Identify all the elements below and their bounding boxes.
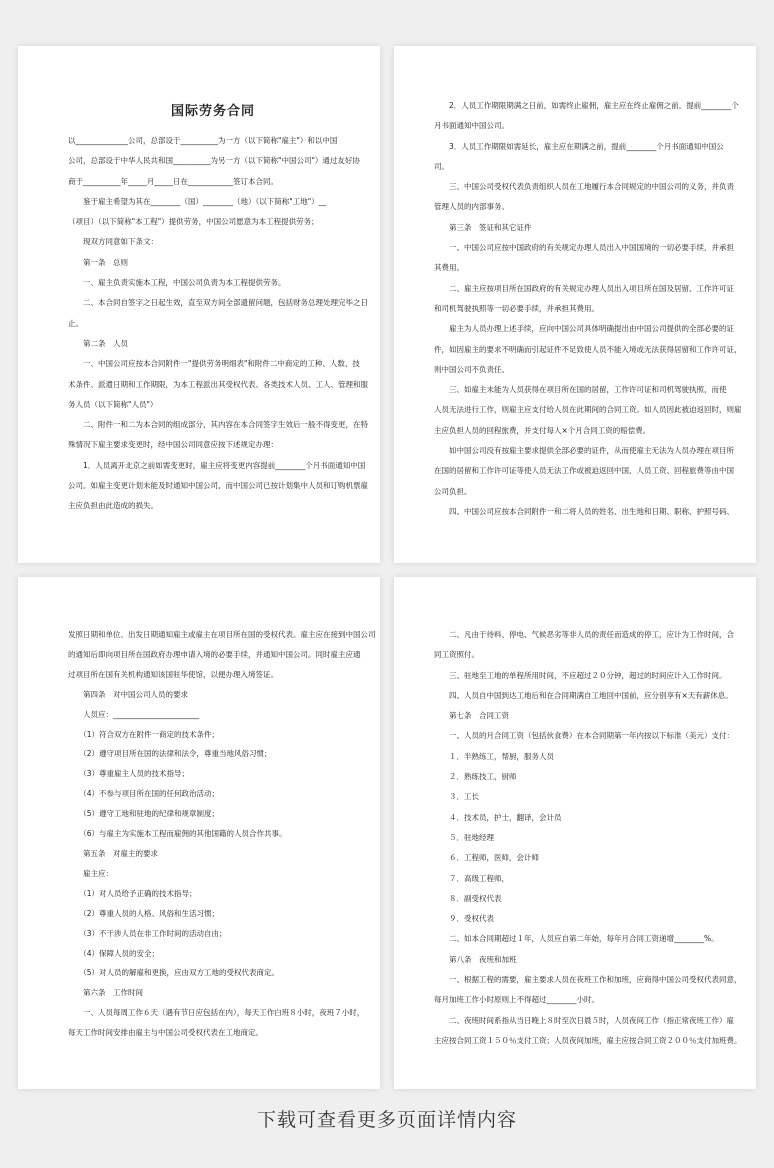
text-line: （3）不干涉人员在非工作时间的活动自由；	[68, 928, 227, 938]
text-line: 管理人员的内部事务。	[434, 202, 509, 212]
text-line: 件，如因雇主的要求不明确而引起证件不足致使人员不能入境或无法获得居留和工作许可证，	[434, 344, 742, 354]
text-line: 鉴于雇主希望为其在________（国）________（地）（以下简称"工地"）__	[68, 196, 327, 206]
text-line: １．半熟练工，帮厨，服务人员	[434, 751, 554, 761]
text-line: 雇主为人员办理上述手续，应向中国公司具体明确提出由中国公司提供的全部必要的证	[434, 324, 734, 334]
text-line: ５．驻地经理	[434, 832, 494, 842]
text-line: 以______________公司，总部设于__________为一方（以下简称"雇主"）和以中国	[68, 136, 338, 145]
text-line: 每月加班工作小时原则上不得超过________小时。	[434, 995, 599, 1005]
text-line: 其费用。	[434, 263, 464, 273]
contract-page-1	[18, 46, 380, 563]
text-line: 第七条 合同工资	[434, 711, 509, 721]
text-line: 二、夜班时间系指从当日晚上８时至次日晨５时，人员夜间工作（指正常夜班工作）雇	[434, 1015, 734, 1025]
text-line: 二、本合同自签字之日起生效，直至双方间全部遗留问题，包括财务总理处理完毕之日	[68, 298, 368, 308]
contract-page-4	[394, 577, 756, 1089]
text-line: 商于__________年_____月_____日在____________签订本合同。	[68, 176, 278, 186]
text-line: （1）对人员给予正确的技术指导；	[68, 888, 197, 898]
text-line: 四、中国公司应按本合同附件一和二将人员的姓名、出生地和日期、职称、护照号码、	[434, 506, 734, 516]
text-line: 务人员（以下简称"人员"）	[68, 399, 158, 409]
text-line: 第四条 对中国公司人员的要求	[68, 689, 188, 699]
text-line: 一、根据工程的需要，雇主要求人员在夜班工作和加班，应商得中国公司受权代表同意，	[434, 975, 742, 985]
text-line: 每天工作时间安排由雇主与中国公司受权代表在工地商定。	[68, 1028, 263, 1038]
text-line: 则中国公司不负责任。	[434, 364, 509, 374]
contract-page-3	[18, 577, 380, 1089]
text-line: 人员无法进行工作，则雇主应支付给人员在此期间的合同工资。如人员因此被迫返回时，则雇	[434, 405, 742, 415]
text-line: （6）与雇主为实施本工程而雇佣的其他国籍的人员合作共事。	[68, 829, 287, 839]
text-line: 术条件、派遣日期和工作期限，为本工程派出其受权代表、各类技术人员、工人、管理和服	[68, 379, 368, 389]
text-line: 现双方同意如下条文：	[68, 237, 158, 247]
text-line: 一、雇主负责实施本工程，中国公司负责为本工程提供劳务。	[68, 278, 286, 288]
text-line: 1．人员离开北京之前如需变更时，雇主应将变更内容提前________个月书面通知中国	[68, 460, 366, 470]
text-line: ８．副受权代表	[434, 893, 502, 903]
text-line: （4）保障人员的安全；	[68, 948, 160, 958]
text-line: （5）遵守工地和驻地的纪律和规章制度；	[68, 809, 220, 819]
text-line: 公司，总部设于中华人民共和国__________为另一方（以下简称"中国公司"）通过友好协	[68, 156, 360, 166]
text-line: ９．受权代表	[434, 914, 494, 924]
text-line: 第六条 工作时间	[68, 988, 143, 998]
text-line: 的通知后即向项目所在国政府办理申请入境的必要手续，并通知中国公司。同时雇主应通	[68, 649, 361, 659]
text-line: 雇主应：	[68, 868, 113, 878]
text-line: 二、雇主应按项目所在国政府的有关规定办理人员出入项目所在国及居留、工作许可证	[434, 283, 734, 293]
text-line: 月书面通知中国公司。	[434, 121, 509, 131]
text-line: 第三条 签证和其它证件	[434, 222, 532, 232]
text-line: 3．人员工作期限如需延长，雇主应在期满之前，提前________个月书面通知中国公	[434, 141, 724, 151]
download-more-prompt[interactable]: 下载可查看更多页面详情内容	[256, 1109, 517, 1131]
text-line: 第五条 对雇主的要求	[68, 848, 158, 858]
text-line: 三、如雇主未能为人员获得在项目所在国的居留，工作许可证和司机驾驶执照，而使	[434, 385, 727, 395]
text-line: ７．高级工程师，	[434, 873, 509, 883]
text-line: 二、如本合同期超过１年，人员应自第二年始，每年月合同工资递增________%。	[434, 934, 719, 944]
text-line: 主应负担由此造成的损失。	[68, 501, 158, 511]
text-line: ２．熟练技工，厨师	[434, 772, 517, 782]
text-line: 人员应：_______________________	[68, 709, 200, 719]
text-line: ４．技术员，护士，翻译，会计员	[434, 812, 562, 822]
text-line: 一、中国公司应按中国政府的有关规定办理人员出入中国国境的一切必要手续，并承担	[434, 243, 734, 253]
text-line: ６．工程师，医师，会计师	[434, 853, 539, 863]
text-line: 二、附件一和二为本合同的组成部分，其内容在本合同签字生效后一般不得变更，在特	[68, 420, 368, 430]
text-line: 如中国公司没有按雇主要求提供全部必要的证件，从而使雇主无法为人员办理在项目所	[434, 446, 734, 456]
text-line: （项目）（以下简称"本工程"）提供劳务，中国公司愿意为本工程提供劳务；	[68, 217, 319, 227]
text-line: （5）对人员的解雇和更换，应由双方工地的受权代表商定。	[68, 968, 280, 978]
text-line: （2）遵守项目所在国的法律和法令，尊重当地风俗习惯；	[68, 749, 272, 759]
text-line: （4）不参与项目所在国的任何政治活动；	[68, 789, 220, 799]
contract-page-2	[394, 46, 756, 563]
text-line: 三、中国公司受权代表负责组织人员在工地履行本合同规定的中国公司的义务，并负责	[434, 182, 734, 192]
text-line: 发照日期和单位、出发日期通知雇主或雇主在项目所在国的受权代表。雇主应在接到中国公司	[68, 630, 376, 639]
text-line: 第八条 夜班和加班	[434, 954, 517, 964]
text-line: 殊情况下雇主要求变更时，经中国公司同意应按下述规定办理：	[68, 440, 278, 450]
text-line: 第二条 人员	[68, 338, 128, 348]
text-line: 同工资照付。	[434, 650, 479, 660]
text-line: （3）尊重雇主人员的技术指导；	[68, 769, 190, 779]
text-line: 第一条 总则	[68, 257, 128, 267]
text-line: 过项目所在国有关机构通知该国驻华使馆，以便办理入境签证。	[68, 669, 278, 679]
text-line: 在国的居留和工作许可证等使人员无法工作或被迫返回中国，人员工资、回程旅费等由中国	[434, 466, 734, 476]
text-line: 主应按合同工资１５０％支付工资；人员夜间加班，雇主应按合同工资２００％支付加班费。	[434, 1035, 742, 1045]
text-line: 公司。如雇主变更计划未能及时通知中国公司，而中国公司已按计划集中人员和订购机票雇	[68, 481, 368, 491]
page-1-text	[68, 131, 368, 517]
text-line: （2）尊重人员的人格、风俗和生活习惯；	[68, 908, 220, 918]
text-line: 止。	[68, 318, 83, 328]
text-line: 司。	[434, 161, 449, 171]
page-2-text	[434, 96, 742, 522]
text-line: 和司机驾驶执照等一切必要手续，并承担其费用。	[434, 303, 599, 313]
text-line: 二、凡由于待料、停电、气候恶劣等非人员的责任而造成的停工，应计为工作时间，合	[434, 630, 734, 639]
text-line: 一、人员每周工作６天（遇有节日应包括在内），每天工作白班８小时，夜班７小时，	[68, 1008, 365, 1018]
document-title: 国际劳务合同	[170, 104, 255, 119]
text-line: 2．人员工作期限期满之日前，如需终止雇佣，雇主应在终止雇佣之前，提前________个	[434, 101, 739, 110]
text-line: 一、中国公司应按本合同附件一"提供劳务明细表"和附件二中商定的工种、人数、技	[68, 359, 360, 369]
text-line: ３．工长	[434, 792, 479, 802]
text-line: 三、驻地至工地的单程所用时间，不应超过２０分钟，超过的时间应计入工作时间。	[434, 670, 727, 680]
page-3-text	[68, 625, 376, 1043]
text-line: 一、人员的月合同工资（包括伙食费）在本合同期第一年内按以下标准（美元）支付：	[434, 731, 734, 741]
text-line: （1）符合双方在附件一商定的技术条件；	[68, 729, 220, 739]
page-4-text	[434, 625, 742, 1051]
text-line: 四、人员自中国到达工地后和在合同期满自工地回中国前，应分别享有×天有薪休息。	[434, 690, 733, 700]
text-line: 主应负担人员的回程旅费，并支付每人×个月合同工资的赔偿费。	[434, 425, 651, 435]
text-line: 公司负担。	[434, 486, 472, 496]
